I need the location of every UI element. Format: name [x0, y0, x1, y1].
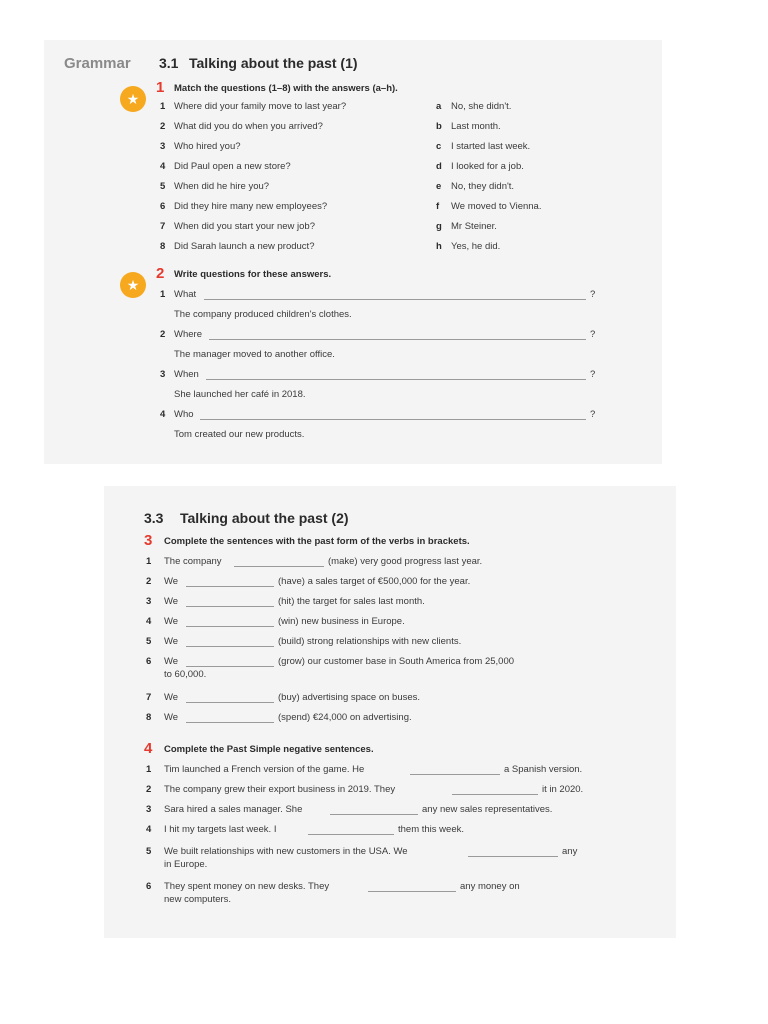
- question-text: Where did your family move to last year?: [174, 101, 347, 112]
- question-number: 1: [160, 101, 166, 112]
- question-number: 4: [160, 161, 166, 172]
- star-icon: ★: [120, 272, 146, 298]
- exercise-number: 2: [156, 265, 165, 282]
- question-text: Did Sarah launch a new product?: [174, 241, 315, 252]
- question-start: When: [174, 369, 199, 380]
- question-mark: ?: [590, 409, 596, 420]
- section-number: 3.3: [144, 510, 164, 526]
- sentence-subject: We: [164, 656, 179, 667]
- sentence-before: I hit my targets last week. I: [164, 824, 277, 835]
- sentence-continuation: in Europe.: [164, 859, 208, 870]
- question-text: Did they hire many new employees?: [174, 201, 328, 212]
- exercise-instruction: Match the questions (1–8) with the answers (a–h).: [174, 83, 398, 94]
- sentence-before: We built relationships with new customers in the USA. We: [164, 846, 408, 857]
- answer-text: Yes, he did.: [451, 241, 501, 252]
- item-number: 3: [146, 596, 152, 607]
- sentence-subject: The company: [164, 556, 222, 567]
- answer-blank[interactable]: [186, 702, 274, 703]
- item-number: 8: [146, 712, 152, 723]
- question-number: 3: [160, 141, 166, 152]
- answer-blank[interactable]: [234, 566, 324, 567]
- sentence-rest: (make) very good progress last year.: [328, 556, 483, 567]
- question-mark: ?: [590, 329, 596, 340]
- question-text: When did you start your new job?: [174, 221, 315, 232]
- item-number: 2: [146, 784, 152, 795]
- star-icon: ★: [120, 86, 146, 112]
- answer-blank[interactable]: [186, 606, 274, 607]
- answer-blank[interactable]: [186, 646, 274, 647]
- question-start: Where: [174, 329, 202, 340]
- answer-blank[interactable]: [186, 586, 274, 587]
- item-number: 5: [146, 846, 152, 857]
- given-answer: Tom created our new products.: [174, 429, 305, 440]
- sentence-subject: We: [164, 616, 179, 627]
- item-number: 6: [146, 881, 152, 892]
- section-number: 3.1: [159, 55, 179, 71]
- answer-letter: d: [436, 161, 442, 172]
- answer-text: Last month.: [451, 121, 501, 132]
- answer-letter: h: [436, 241, 442, 252]
- given-answer: The company produced children's clothes.: [174, 309, 352, 320]
- grammar-panel-3-3: [104, 486, 676, 938]
- exercise-number: 4: [144, 740, 153, 757]
- question-number: 6: [160, 201, 166, 212]
- question-number: 5: [160, 181, 166, 192]
- item-number: 7: [146, 692, 152, 703]
- answer-blank[interactable]: [330, 814, 418, 815]
- sentence-before: Sara hired a sales manager. She: [164, 804, 303, 815]
- sentence-subject: We: [164, 712, 179, 723]
- answer-blank[interactable]: [209, 339, 586, 340]
- sentence-rest: (grow) our customer base in South America from 25,000: [278, 656, 515, 667]
- sentence-subject: We: [164, 636, 179, 647]
- grammar-panel-3-1: [44, 40, 662, 464]
- question-number: 7: [160, 221, 166, 232]
- answer-blank[interactable]: [186, 626, 274, 627]
- answer-blank[interactable]: [186, 666, 274, 667]
- sentence-continuation: to 60,000.: [164, 669, 207, 680]
- exercise-number: 3: [144, 532, 153, 549]
- given-answer: The manager moved to another office.: [174, 349, 335, 360]
- answer-blank[interactable]: [206, 379, 586, 380]
- item-number: 1: [160, 289, 166, 300]
- answer-blank[interactable]: [410, 774, 500, 775]
- answer-blank[interactable]: [468, 856, 558, 857]
- sentence-subject: We: [164, 576, 179, 587]
- item-number: 4: [160, 409, 166, 420]
- answer-blank[interactable]: [368, 891, 456, 892]
- answer-text: We moved to Vienna.: [451, 201, 542, 212]
- section-title: Talking about the past (1): [189, 55, 358, 71]
- exercise-instruction: Complete the Past Simple negative sentences.: [164, 744, 374, 755]
- item-number: 5: [146, 636, 152, 647]
- item-number: 4: [146, 824, 152, 835]
- sentence-after: any new sales representatives.: [422, 804, 553, 815]
- exercise-number: 1: [156, 79, 165, 96]
- item-number: 3: [146, 804, 152, 815]
- answer-blank[interactable]: [186, 722, 274, 723]
- question-text: What did you do when you arrived?: [174, 121, 323, 132]
- question-text: Did Paul open a new store?: [174, 161, 291, 172]
- sentence-rest: (win) new business in Europe.: [278, 616, 405, 627]
- sentence-before: Tim launched a French version of the game. He: [164, 764, 365, 775]
- answer-letter: f: [436, 201, 440, 212]
- item-number: 6: [146, 656, 152, 667]
- question-mark: ?: [590, 369, 596, 380]
- item-number: 3: [160, 369, 166, 380]
- item-number: 1: [146, 764, 152, 775]
- item-number: 4: [146, 616, 152, 627]
- sentence-rest: (spend) €24,000 on advertising.: [278, 712, 412, 723]
- sentence-rest: (have) a sales target of €500,000 for the year.: [278, 576, 471, 587]
- answer-text: Mr Steiner.: [451, 221, 497, 232]
- sentence-rest: (buy) advertising space on buses.: [278, 692, 421, 703]
- answer-text: No, she didn't.: [451, 101, 512, 112]
- sentence-rest: (hit) the target for sales last month.: [278, 596, 425, 607]
- answer-blank[interactable]: [452, 794, 538, 795]
- item-number: 2: [146, 576, 152, 587]
- sentence-after: any money on: [460, 881, 520, 892]
- exercise-instruction: Complete the sentences with the past form of the verbs in brackets.: [164, 536, 470, 547]
- section-title: Talking about the past (2): [180, 510, 349, 526]
- question-mark: ?: [590, 289, 596, 300]
- answer-letter: e: [436, 181, 442, 192]
- given-answer: She launched her café in 2018.: [174, 389, 306, 400]
- sentence-continuation: new computers.: [164, 894, 232, 905]
- answer-letter: b: [436, 121, 442, 132]
- answer-letter: c: [436, 141, 442, 152]
- answer-letter: g: [436, 221, 442, 232]
- answer-blank[interactable]: [204, 299, 586, 300]
- answer-letter: a: [436, 101, 442, 112]
- question-text: Who hired you?: [174, 141, 241, 152]
- sentence-after: them this week.: [398, 824, 464, 835]
- exercise-instruction: Write questions for these answers.: [174, 269, 332, 280]
- sentence-rest: (build) strong relationships with new clients.: [278, 636, 462, 647]
- item-number: 2: [160, 329, 166, 340]
- question-number: 8: [160, 241, 166, 252]
- answer-text: I started last week.: [451, 141, 531, 152]
- question-start: What: [174, 289, 197, 300]
- sentence-after: a Spanish version.: [504, 764, 583, 775]
- answer-text: No, they didn't.: [451, 181, 515, 192]
- question-text: When did he hire you?: [174, 181, 270, 192]
- sentence-subject: We: [164, 596, 179, 607]
- grammar-label: Grammar: [64, 55, 131, 72]
- sentence-after: it in 2020.: [542, 784, 584, 795]
- question-start: Who: [174, 409, 194, 420]
- answer-blank[interactable]: [308, 834, 394, 835]
- question-number: 2: [160, 121, 166, 132]
- answer-text: I looked for a job.: [451, 161, 524, 172]
- sentence-subject: We: [164, 692, 179, 703]
- sentence-before: The company grew their export business in 2019. They: [164, 784, 396, 795]
- answer-blank[interactable]: [200, 419, 586, 420]
- item-number: 1: [146, 556, 152, 567]
- sentence-after: any: [562, 846, 578, 857]
- sentence-before: They spent money on new desks. They: [164, 881, 330, 892]
